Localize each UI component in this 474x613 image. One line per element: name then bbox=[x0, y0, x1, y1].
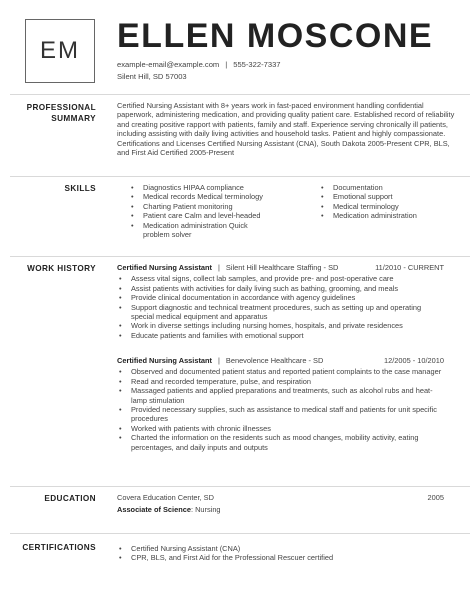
work-entry bbox=[117, 356, 444, 452]
school-name: Covera Education Center, SD bbox=[117, 493, 214, 502]
job-bullet: • Provided necessary supplies, such as assistance to medical staff and patients for unit specific procedures bbox=[117, 405, 444, 424]
skills-list bbox=[117, 183, 457, 239]
skill-item: • Medical terminology bbox=[307, 202, 417, 211]
job-title: Certified Nursing Assistant bbox=[117, 356, 212, 365]
section-title-certifications: CERTIFICATIONS bbox=[22, 543, 96, 552]
candidate-name: ELLEN MOSCONE bbox=[117, 17, 434, 55]
contact-separator: | bbox=[225, 60, 228, 69]
section-title-summary: PROFESSIONAL SUMMARY bbox=[26, 103, 96, 123]
job-bullet: • Assist patients with activities for daily living such as bathing, grooming, and meals bbox=[117, 284, 444, 293]
skill-item: • Charting Patient monitoring bbox=[117, 202, 307, 211]
job-title: Certified Nursing Assistant bbox=[117, 263, 212, 272]
degree-row bbox=[117, 505, 444, 514]
job-bullet: • Worked with patients with chronic illnesses bbox=[117, 424, 444, 433]
degree-name: Associate of Science bbox=[117, 505, 191, 515]
cert-item: • CPR, BLS, and First Aid for the Professional Rescuer certified bbox=[117, 553, 444, 562]
section-title-skills: SKILLS bbox=[64, 184, 96, 193]
skill-item: • Documentation bbox=[307, 183, 417, 192]
section-title-work: WORK HISTORY bbox=[27, 264, 96, 273]
job-bullet: • Educate patients and families with emotional support bbox=[117, 331, 444, 340]
contact-info bbox=[117, 59, 281, 83]
phone-text: 555-322-7337 bbox=[233, 60, 281, 69]
skill-item: • Medication administration Quick problem solver bbox=[117, 221, 267, 240]
email-text: example-email@example.com bbox=[117, 60, 220, 69]
job-bullet: • Observed and documented patient status and reported patient complaints to the case manager bbox=[117, 367, 444, 376]
job-bullet: • Provide clinical documentation in accordance with agency guidelines bbox=[117, 293, 444, 302]
job-header bbox=[117, 263, 444, 272]
education-row bbox=[117, 493, 444, 502]
education-entry bbox=[117, 493, 444, 515]
cert-bullets bbox=[117, 544, 444, 563]
skill-item: • Diagnostics HIPAA compliance bbox=[117, 183, 307, 192]
section-divider bbox=[10, 533, 470, 534]
skill-item: • Emotional support bbox=[307, 192, 417, 201]
section-divider bbox=[10, 176, 470, 177]
location-text: Silent Hill, SD 57003 bbox=[117, 72, 187, 81]
section-divider bbox=[10, 94, 470, 95]
job-header bbox=[117, 356, 444, 365]
job-bullet: • Massaged patients and applied preparations and treatments, such as alcohol rubs and heat-lamp stimulation bbox=[117, 386, 444, 405]
job-dates: 11/2010 - CURRENT bbox=[375, 263, 444, 272]
section-divider bbox=[10, 486, 470, 487]
job-bullets bbox=[117, 367, 444, 452]
job-dates: 12/2005 - 10/2010 bbox=[384, 356, 444, 365]
work-entry bbox=[117, 263, 444, 340]
job-bullet: • Assess vital signs, collect lab samples, and provide pre- and post-operative care bbox=[117, 274, 444, 283]
job-bullet: • Work in diverse settings including nursing homes, hospitals, and private residences bbox=[117, 321, 444, 330]
job-company: Silent Hill Healthcare Staffing - SD bbox=[225, 263, 339, 272]
job-bullet: • Read and recorded temperature, pulse, and respiration bbox=[117, 377, 444, 386]
degree-field: Nursing bbox=[195, 505, 221, 515]
job-separator: | bbox=[218, 356, 220, 365]
summary-text: Certified Nursing Assistant with 8+ years work in fast-paced environment handling confidential paperwork, administering medication, and providing quality patient care. Established record of reliability and creating positive rapport with patients, family and staff. Experience serving chronically ill patients, including assisting with daily living activities and household tasks. Patient and highly compassionate. Certifications and Licenses Certified Nursing Assistant (CNA), South Dakota 2005-Present CPR, BLS, and First Aid Certified 2005-Present bbox=[117, 101, 455, 158]
skill-item: • Patient care Calm and level-headed bbox=[117, 211, 307, 220]
section-title-education: EDUCATION bbox=[44, 494, 96, 503]
education-year: 2005 bbox=[427, 493, 444, 502]
cert-item: • Certified Nursing Assistant (CNA) bbox=[117, 544, 444, 553]
job-bullet: • Support diagnostic and technical treatment procedures, such as setting up and operating special medical equipment and apparatus bbox=[117, 303, 444, 322]
skills-column-right bbox=[307, 183, 417, 239]
job-bullet: • Charted the information on the residents such as mood changes, mobility activity, eating percentages, and daily inputs and outputs bbox=[117, 433, 444, 452]
job-separator: | bbox=[218, 263, 220, 272]
skill-item: • Medical records Medical terminology bbox=[117, 192, 307, 201]
skill-item: • Medication administration bbox=[307, 211, 417, 220]
monogram-logo: EM bbox=[25, 19, 95, 83]
skills-column-left bbox=[117, 183, 307, 239]
job-bullets bbox=[117, 274, 444, 340]
certifications-list bbox=[117, 542, 444, 563]
degree-separator: : bbox=[190, 505, 194, 515]
section-divider bbox=[10, 256, 470, 257]
job-company: Benevolence Healthcare - SD bbox=[225, 356, 324, 365]
